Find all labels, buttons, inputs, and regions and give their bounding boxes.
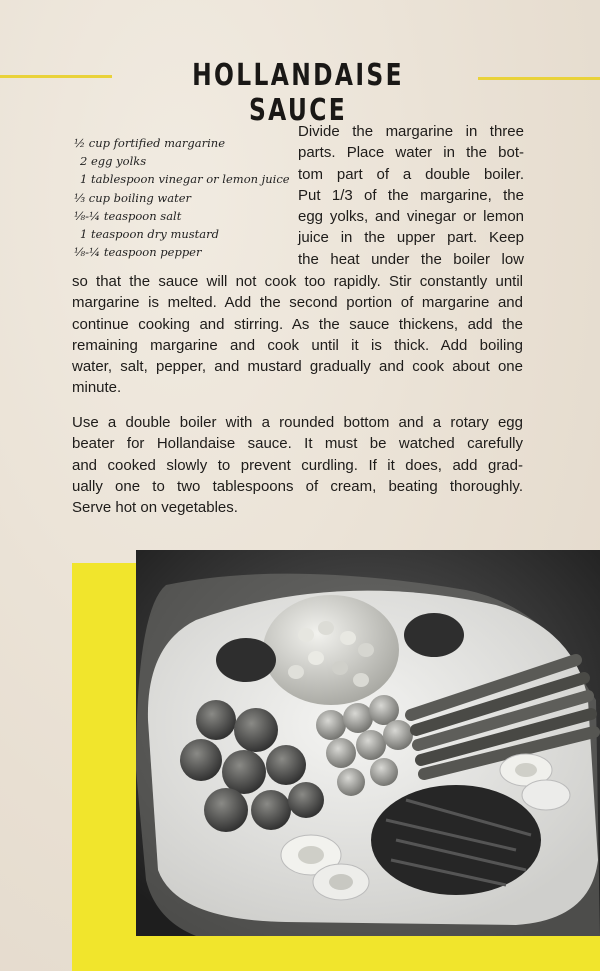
text-line: parts. Place water in the bot- [298,144,524,162]
text-line: so that the sauce will not cook too rapidly. Stir constantly until [72,273,523,290]
ingredient-list [74,134,304,261]
text-line: Put 1/3 of the margarine, the [298,186,524,204]
text-line: Serve hot on vegetables. [72,499,238,517]
text-line: egg yolks, and vinegar or lemon [298,208,524,226]
corn-kernels [263,595,399,705]
ingredient-item: ⅛-¼ teaspoon salt [74,208,182,223]
directions-right-column [298,121,524,270]
text-line: Use a double boiler with a rounded bottom and a rotary egg [72,414,523,431]
green-beans [371,785,541,895]
text-line: Divide the margarine in three [298,123,524,140]
text-line: water, salt, pepper, and mustard gradually and cook about one [72,358,523,376]
recipe-title: HOLLANDAISE SAUCE [192,58,404,128]
vegetable-plate-photo [136,550,600,936]
ingredient-item: ⅓ cup boiling water [74,190,192,205]
text-line: beater for Hollandaise sauce. It must be watched carefully [72,435,523,453]
text-line: minute. [72,379,122,397]
tips-paragraph [72,412,523,518]
directions-paragraph [72,271,523,399]
text-line: and cooked slowly to prevent curdling. If it does, add grad- [72,456,523,474]
ingredient-item: 1 tablespoon vinegar or lemon juice [80,172,290,187]
ingredient-item: ⅛-¼ teaspoon pepper [74,245,202,260]
title-rule-left [0,75,112,78]
title-rule-right [478,77,600,80]
ingredient-item: 1 teaspoon dry mustard [80,227,219,242]
text-line: juice in the upper part. Keep [298,229,524,247]
ingredient-item: ½ cup fortified margarine [74,136,225,150]
text-line: continue cooking and stirring. As the sauce thickens, add the [72,315,523,333]
text-line: the heat under the boiler low [298,250,524,268]
text-line: margarine is melted. Add the second portion of margarine and [72,294,523,312]
text-line: tom part of a double boiler. [298,165,524,183]
plate-illustration [136,550,600,936]
text-line: ually one to two tablespoons of cream, beating thoroughly. [72,477,523,495]
text-line: remaining margarine and cook until it is thick. Add boiling [72,336,523,354]
ingredient-item: 2 egg yolks [80,154,147,169]
